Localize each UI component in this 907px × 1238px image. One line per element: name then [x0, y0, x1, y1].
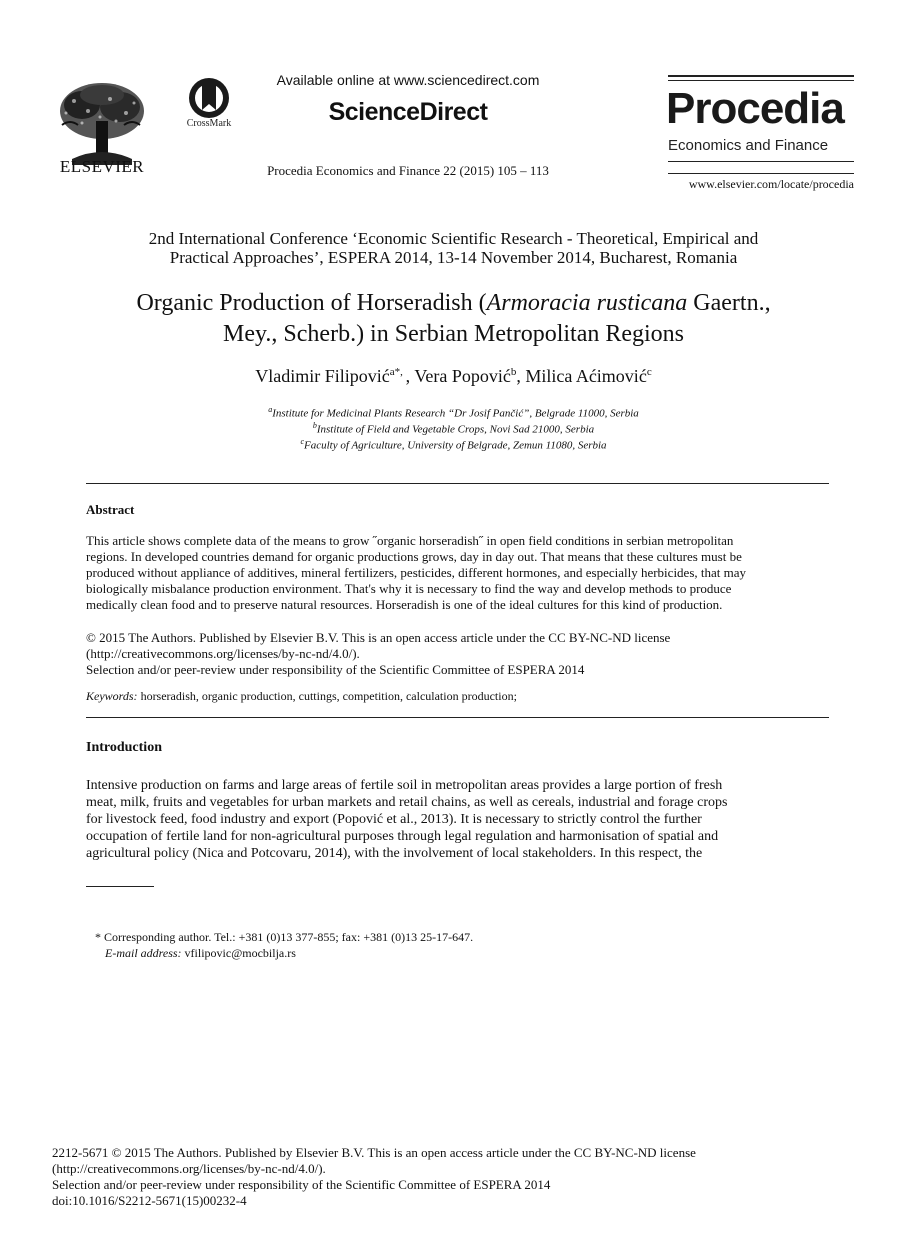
abstract-heading: Abstract — [86, 502, 135, 517]
abstract-text — [86, 533, 827, 613]
conference-heading — [60, 229, 847, 267]
abstract-line: This article shows complete data of the means to grow ˝organic horseradish˝ in open field conditions in serbian metropolitan — [86, 533, 734, 548]
journal-url-link[interactable]: www.elsevier.com/locate/procedia — [688, 177, 854, 191]
introduction-line: Intensive production on farms and large areas of fertile soil in metropolitan areas provides a large portion of fresh — [86, 778, 723, 793]
procedia-top-rule — [668, 75, 854, 77]
license-line: Selection and/or peer-review under responsibility of the Scientific Committee of ESPERA 2014 — [86, 662, 585, 677]
license-notice — [86, 630, 827, 678]
title-part: Organic Production of Horseradish ( — [136, 290, 487, 316]
affiliation-mark: c — [300, 437, 304, 446]
introduction-heading: Introduction — [86, 740, 162, 755]
abstract-line: medically clean food and to preserve natural resources. Horseradish is one of the ideal cultures for this kind of production. — [86, 597, 723, 612]
title-part: Gaertn., — [687, 290, 771, 316]
abstract-line: produced without appliance of additives, mineral fertilizers, pesticides, different hormones, and especially herbicides, that may — [86, 565, 747, 580]
available-online-text: Available online at www.sciencedirect.com — [276, 72, 540, 88]
email-label: E-mail address: — [105, 946, 182, 960]
procedia-bottom-rule — [668, 161, 854, 162]
journal-logo-subtitle: Economics and Finance — [668, 137, 829, 154]
author-name: , Vera Popović — [405, 366, 511, 386]
author-mark: a — [389, 366, 395, 378]
affiliation-mark: b — [312, 421, 317, 430]
keywords-list: horseradish, organic production, cuttings, competition, calculation production; — [137, 689, 517, 703]
footnote-line — [95, 945, 795, 961]
author-name: Vladimir Filipović — [255, 366, 390, 386]
affiliation — [60, 421, 847, 436]
procedia-bottom-rule-2 — [668, 173, 854, 174]
affiliation-mark: a — [268, 405, 273, 414]
corresponding-author-footnote — [95, 929, 795, 961]
affiliation-text: Faculty of Agriculture, University of Belgrade, Zemun 11080, Serbia — [304, 439, 607, 452]
author-mark-suffix: *, — [394, 366, 406, 378]
footnote-line: * Corresponding author. Tel.: +381 (0)13 377-855; fax: +381 (0)13 25-17-647. — [95, 930, 474, 944]
journal-logo-name: Procedia — [666, 84, 844, 133]
introduction-line: for livestock feed, food industry and export (Popović et al., 2013). It is necessary to strictly control the further — [86, 812, 702, 827]
author-mark: b — [510, 366, 517, 378]
license-link[interactable]: (http://creativecommons.org/licenses/by-nc-nd/4.0/). — [86, 646, 360, 661]
bottom-copyright-block — [52, 1145, 852, 1209]
crossmark-label: CrossMark — [186, 118, 232, 129]
title-line: Mey., Scherb.) in Serbian Metropolitan Regions — [222, 321, 685, 347]
sciencedirect-wordmark: ScienceDirect — [328, 98, 488, 126]
abstract-line: regions. In developed countries demand for organic productions grows, day in day out. That means that these cultures must be — [86, 549, 742, 564]
keywords — [86, 689, 827, 704]
title-line — [60, 288, 847, 319]
email-address[interactable]: vfilipovic@mocbilja.rs — [181, 946, 296, 960]
abstract-top-rule — [86, 483, 829, 484]
conference-line: 2nd International Conference ‘Economic Scientific Research - Theoretical, Empirical and — [148, 229, 759, 248]
introduction-line: occupation of fertile land for non-agricultural purposes through legal regulation and harmonisation of spatial and — [86, 829, 719, 844]
footnote-rule — [86, 886, 154, 887]
bottom-license-link[interactable]: (http://creativecommons.org/licenses/by-nc-nd/4.0/). — [52, 1161, 326, 1176]
bottom-line: 2212-5671 © 2015 The Authors. Published by Elsevier B.V. This is an open access article under the CC BY-NC-ND license — [52, 1145, 696, 1160]
keywords-label: Keywords: — [86, 689, 138, 703]
paper-title — [60, 288, 847, 350]
affiliation-text: Institute of Field and Vegetable Crops, Novi Sad 21000, Serbia — [316, 423, 595, 436]
procedia-top-rule-thin — [668, 80, 854, 81]
author-name: , Milica Aćimović — [516, 366, 647, 386]
abstract-line: biologically misbalance production environment. That's why it is necessary to find the way and develop methods to produce — [86, 581, 732, 596]
affiliation-text: Institute for Medicinal Plants Research “Dr Josif Pančić”, Belgrade 11000, Serbia — [272, 407, 639, 420]
abstract-bottom-rule — [86, 717, 829, 718]
license-line: © 2015 The Authors. Published by Elsevier B.V. This is an open access article under the CC BY-NC-ND license — [86, 630, 671, 645]
journal-citation: Procedia Economics and Finance 22 (2015) 105 – 113 — [267, 163, 549, 178]
doi-link[interactable]: doi:10.1016/S2212-5671(15)00232-4 — [52, 1193, 247, 1208]
title-species: Armoracia rusticana — [486, 290, 688, 316]
affiliation — [60, 405, 847, 420]
introduction-text — [86, 777, 827, 862]
bottom-line: Selection and/or peer-review under responsibility of the Scientific Committee of ESPERA 2014 — [52, 1177, 551, 1192]
introduction-line: meat, milk, fruits and vegetables for urban markets and retail chains, as well as cereals, industrial and forage crops — [86, 795, 728, 810]
author-list — [60, 366, 847, 387]
conference-line: Practical Approaches’, ESPERA 2014, 13-14 November 2014, Bucharest, Romania — [169, 248, 738, 267]
publisher-name: ELSEVIER — [59, 157, 145, 176]
author-mark: c — [646, 366, 652, 378]
introduction-line: agricultural policy (Nica and Potcovaru, 2014), with the involvement of local stakeholders. In this respect, the — [86, 846, 703, 861]
affiliation — [60, 437, 847, 452]
